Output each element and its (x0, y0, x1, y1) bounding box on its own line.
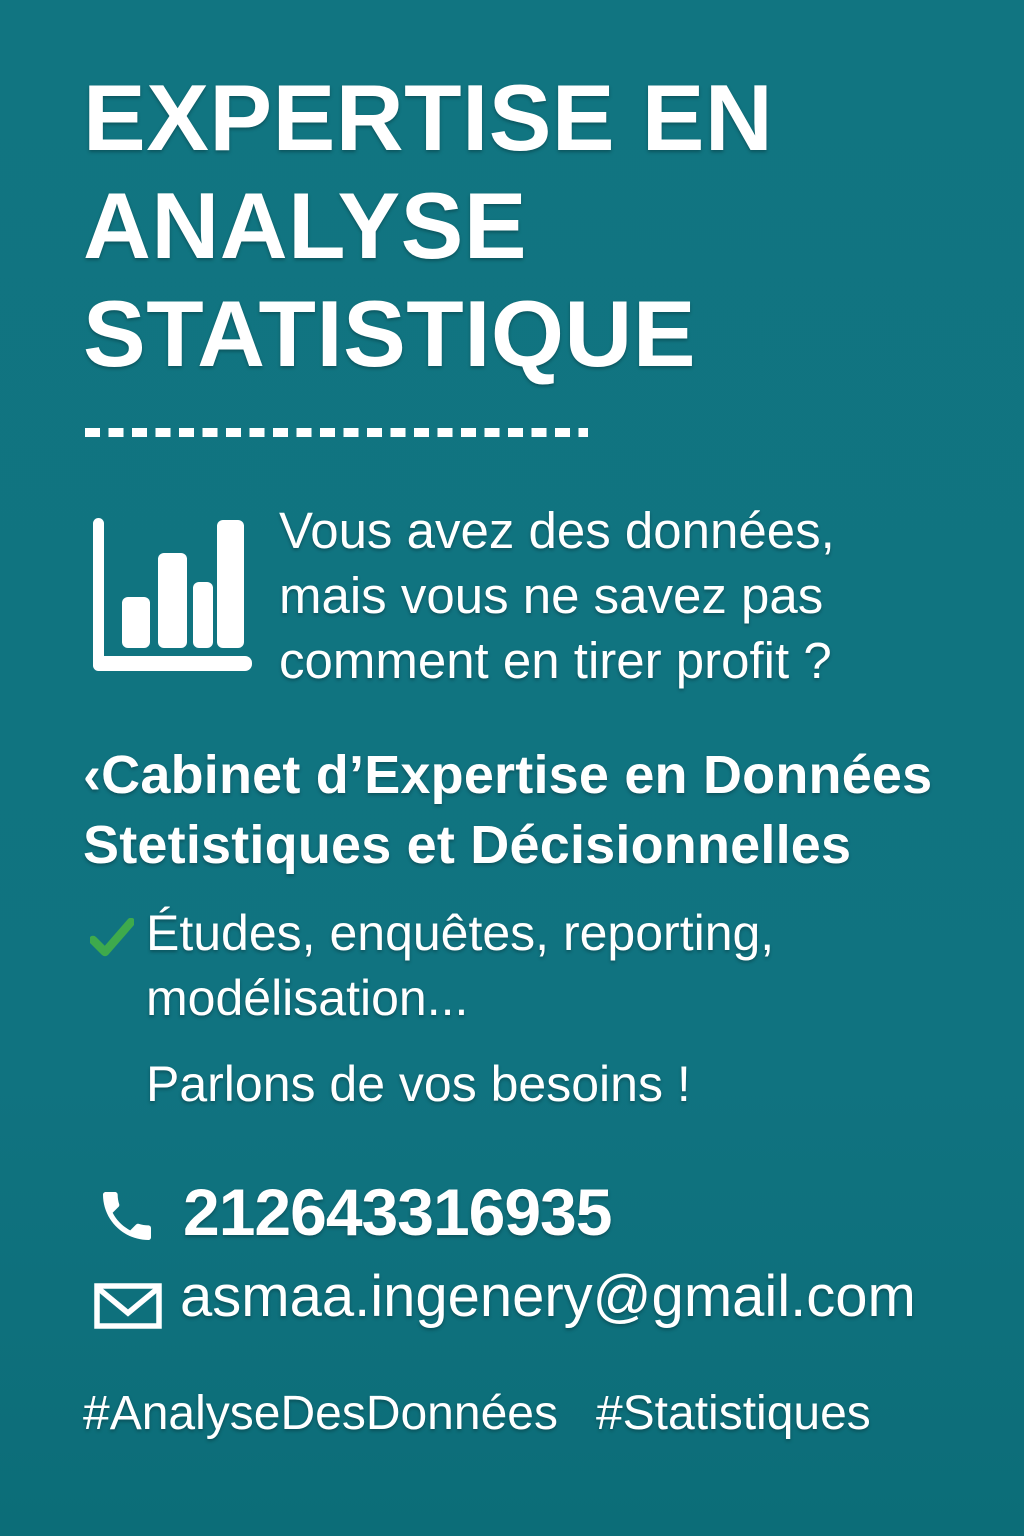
hook-line-2: mais vous ne savez pas (279, 567, 824, 624)
phone-number: 212643316935 (183, 1175, 612, 1249)
check-icon (90, 918, 134, 960)
services-list (146, 901, 774, 1031)
services-line-1: Études, enquêtes, reporting, (146, 905, 775, 961)
heading-line-2: Stetistiques et Décisionnelles (83, 815, 852, 875)
dashed-divider (85, 428, 588, 437)
bar-chart-icon (93, 517, 253, 673)
email-icon (94, 1283, 162, 1329)
title-line-1: EXPERTISE EN (83, 65, 774, 170)
page-title (83, 64, 773, 388)
cabinet-heading (83, 740, 932, 880)
cta-text: Parlons de vos besoins ! (146, 1056, 691, 1112)
hook-text (279, 498, 835, 693)
hashtag-analyse: #AnalyseDesDonnées (83, 1387, 558, 1440)
heading-line-1: ‹Cabinet d’Expertise en Données (83, 745, 933, 805)
hook-line-3: comment en tirer profit ? (279, 632, 832, 689)
services-line-2: modélisation... (146, 970, 469, 1026)
hashtags (83, 1384, 871, 1444)
title-line-3: STATISTIQUE (83, 281, 697, 386)
title-line-2: ANALYSE (83, 173, 528, 278)
hashtag-statistiques: #Statistiques (595, 1387, 871, 1440)
phone-icon (95, 1184, 159, 1248)
hook-line-1: Vous avez des données, (279, 502, 835, 559)
email-address: asmaa.ingenery@gmail.com (180, 1264, 916, 1329)
